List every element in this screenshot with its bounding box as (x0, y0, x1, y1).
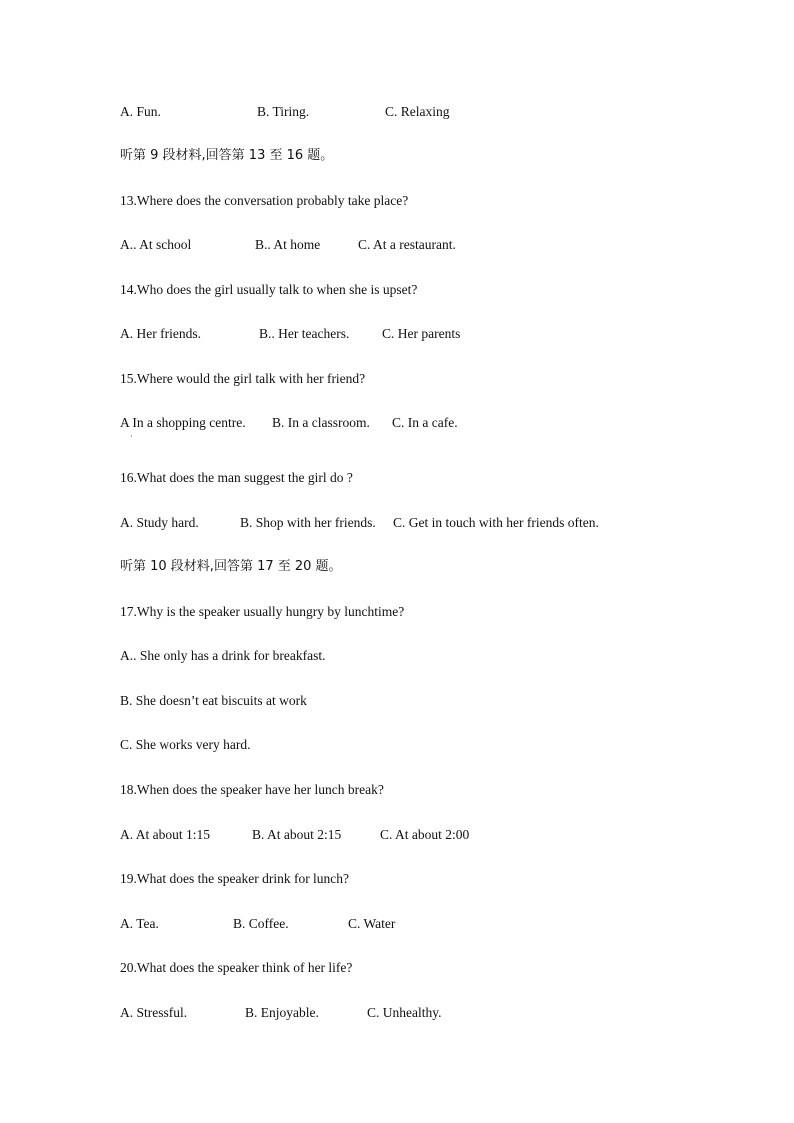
q18-question: 18.When does the speaker have her lunch break? (120, 782, 384, 797)
q18-option-a: A. At about 1:15 (120, 827, 210, 842)
q17-option-c: C. She works very hard. (120, 737, 251, 752)
q15-option-b: B. In a classroom. (272, 415, 370, 430)
q13-option-c: C. At a restaurant. (358, 237, 456, 252)
q17-question: 17.Why is the speaker usually hungry by lunchtime? (120, 604, 405, 619)
q18-option-c: C. At about 2:00 (380, 827, 470, 842)
q15-option-c: C. In a cafe. (392, 415, 458, 430)
q13-option-a: A.. At school (120, 237, 192, 252)
q18-option-b: B. At about 2:15 (252, 827, 342, 842)
section10-intro: 听第 10 段材料,回答第 17 至 20 题。 (120, 559, 342, 574)
q15-option-a: A In a shopping centre. (120, 415, 246, 430)
q15-question: 15.Where would the girl talk with her friend? (120, 371, 366, 386)
q16-option-b: B. Shop with her friends. (240, 515, 376, 530)
q20-option-c: C. Unhealthy. (367, 1005, 442, 1020)
q20-option-a: A. Stressful. (120, 1005, 188, 1020)
q14-option-c: C. Her parents (382, 326, 461, 341)
q16-option-a: A. Study hard. (120, 515, 199, 530)
q19-option-a: A. Tea. (120, 916, 159, 931)
q16-option-c: C. Get in touch with her friends often. (393, 515, 599, 530)
q16-question: 16.What does the man suggest the girl do ? (120, 470, 353, 485)
section9-intro: 听第 9 段材料,回答第 13 至 16 题。 (120, 148, 334, 163)
q19-question: 19.What does the speaker drink for lunch? (120, 871, 350, 886)
q17-option-a: A.. She only has a drink for breakfast. (120, 648, 326, 663)
q12-option-a: A. Fun. (120, 104, 161, 119)
q14-question: 14.Who does the girl usually talk to when she is upset? (120, 282, 418, 297)
q12-option-c: C. Relaxing (385, 104, 450, 119)
q20-question: 20.What does the speaker think of her life? (120, 960, 353, 975)
q17-option-b: B. She doesn’t eat biscuits at work (120, 693, 307, 708)
q19-option-c: C. Water (348, 916, 396, 931)
q13-question: 13.Where does the conversation probably take place? (120, 193, 409, 208)
stray-mark: · (130, 432, 133, 441)
q14-option-b: B.. Her teachers. (259, 326, 350, 341)
q14-option-a: A. Her friends. (120, 326, 201, 341)
q12-option-b: B. Tiring. (257, 104, 310, 119)
q20-option-b: B. Enjoyable. (245, 1005, 319, 1020)
q19-option-b: B. Coffee. (233, 916, 289, 931)
q13-option-b: B.. At home (255, 237, 321, 252)
